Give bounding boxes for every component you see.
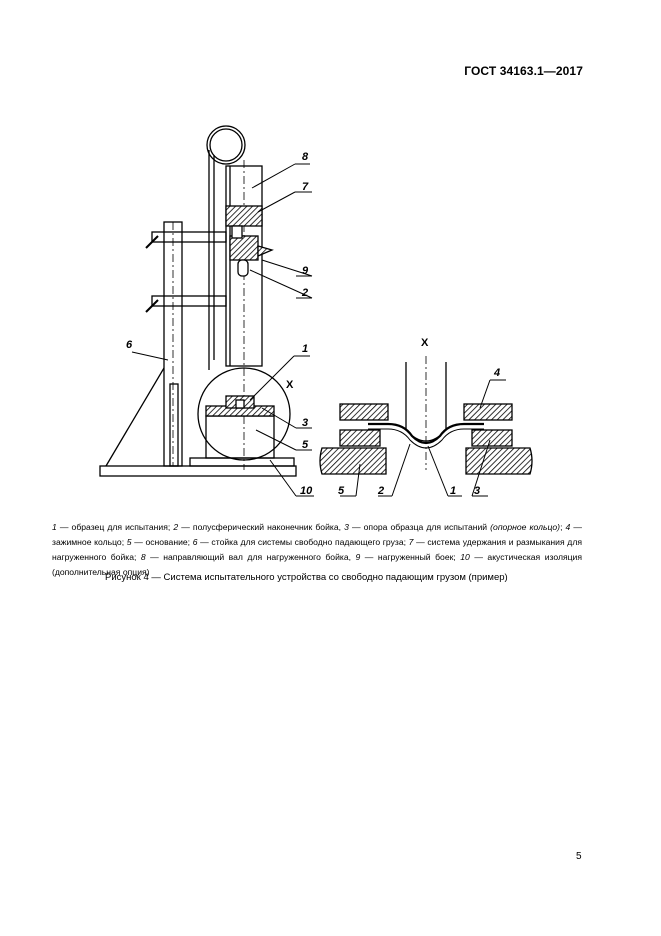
- legend-text-6: — стойка для системы свободно падающего груза;: [197, 537, 409, 547]
- legend-num-9: 9: [355, 552, 361, 562]
- label-7: 7: [302, 181, 309, 193]
- label-5-detail: 5: [338, 485, 345, 497]
- legend-text-3-italic: (опорное кольцо): [490, 522, 561, 532]
- legend-text-1: — образец для испытания;: [56, 522, 174, 532]
- label-x-right: X: [421, 337, 429, 349]
- label-1-detail: 1: [450, 485, 457, 497]
- legend-num-6: 6: [192, 537, 198, 547]
- figure-legend: [52, 520, 582, 580]
- label-x-left: X: [286, 379, 294, 391]
- legend-num-5: 5: [126, 537, 132, 547]
- legend-num-3: 3: [344, 522, 349, 532]
- page-number: 5: [576, 851, 582, 862]
- label-2-detail: 2: [378, 485, 385, 497]
- standard-designation: ГОСТ 34163.1—2017: [464, 64, 583, 78]
- apparatus-side-view: [100, 126, 296, 476]
- label-2: 2: [302, 287, 309, 299]
- label-9: 9: [302, 265, 309, 277]
- label-6: 6: [126, 339, 133, 351]
- label-3-detail: 3: [474, 485, 481, 497]
- label-1: 1: [302, 343, 309, 355]
- legend-text-9: — нагруженный боек;: [360, 552, 461, 562]
- label-3: 3: [302, 417, 309, 429]
- legend-text-3: — опора образца для испытаний: [348, 522, 491, 532]
- label-5: 5: [302, 439, 309, 451]
- legend-text-8: — направляющий вал для нагруженного бойка,: [145, 552, 356, 562]
- legend-text-4: — зажимное кольцо;: [52, 522, 583, 547]
- legend-text-2: — полусферический наконечник бойка,: [178, 522, 345, 532]
- label-10: 10: [300, 485, 313, 497]
- legend-num-4: 4: [565, 522, 571, 532]
- legend-text-10: — акустическая изоляция (дополнительная опция): [52, 552, 582, 577]
- legend-num-8: 8: [140, 552, 146, 562]
- legend-num-1: 1: [52, 522, 57, 532]
- legend-num-10: 10: [460, 552, 470, 562]
- label-8: 8: [302, 151, 309, 163]
- label-4: 4: [494, 367, 501, 379]
- detail-x-view: [320, 356, 532, 474]
- legend-text-5: — основание;: [131, 537, 193, 547]
- legend-num-2: 2: [173, 522, 179, 532]
- legend-sep: ;: [560, 522, 566, 532]
- legend-num-7: 7: [408, 537, 414, 547]
- legend-text-7: — система удержания и размыкания для нагруженного бойка;: [52, 537, 582, 562]
- figure-caption: Рисунок 4 — Система испытательного устройства со свободно падающим грузом (пример): [105, 572, 508, 583]
